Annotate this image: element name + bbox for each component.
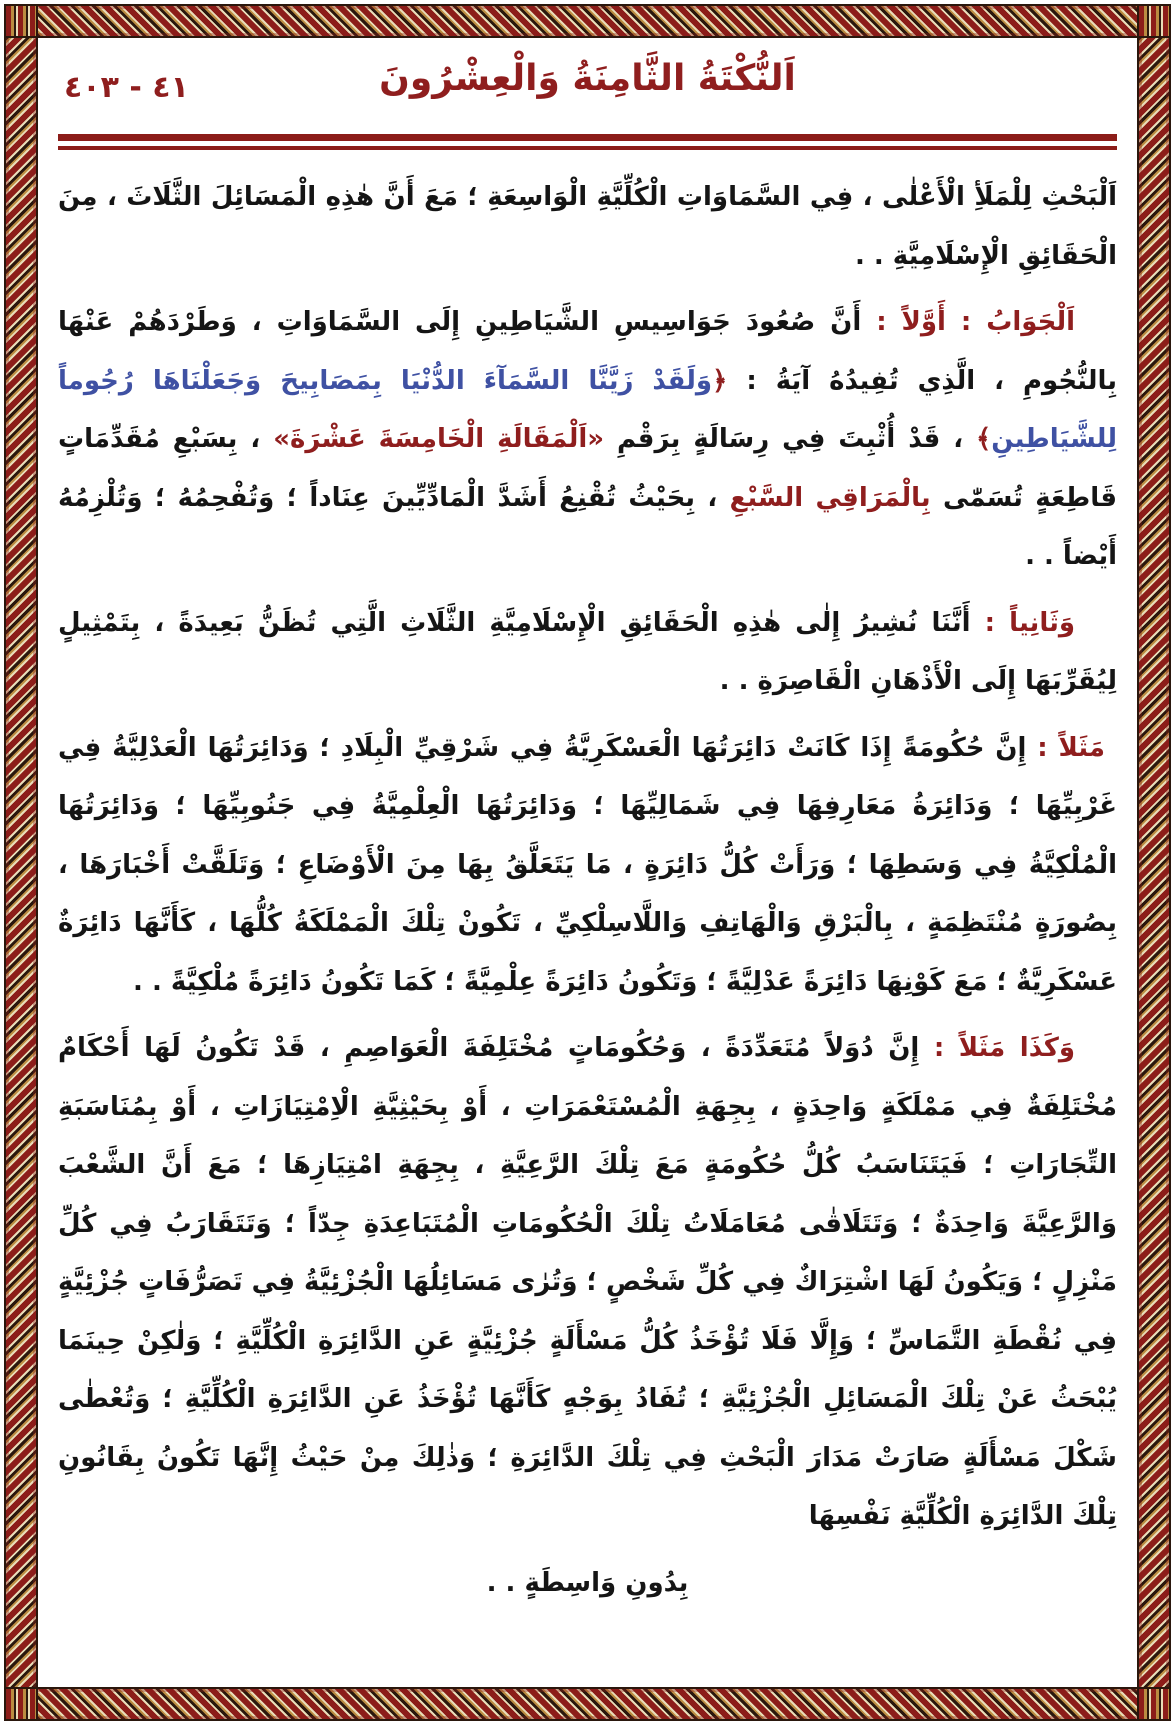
body-segment: اَلْبَحْثِ لِلْمَلَأِ الْأَعْلٰى ، فِي السَّمَاوَاتِ الْكُلِّيَّةِ الْوَاسِعَةِ ؛ مَعَ أَنَّ هٰذِهِ الْمَسَائِلَ الثَّلَاثَ ، مِنَ الْحَقَائِقِ الْإِسْلَامِيَّةِ . . [58,182,1117,271]
emphasis-red-text: ﴾ [976,424,992,454]
body-segment: أَنَّنَا نُشِيرُ إِلٰى هٰذِهِ الْحَقَائِقِ الْإِسْلَامِيَّةِ الثَّلَاثِ الَّتِي تُظَنُّ بَعِيدَةً ، بِتَمْثِيلٍ لِيُقَرِّبَهَا إِلَى الْأَذْهَانِ الْقَاصِرَةِ . . [58,607,1117,696]
ornamental-border-right [1137,4,1171,1721]
emphasis-red-text: وَكَذَا مَثَلاً : [919,1033,1075,1063]
body-segment: إِنَّ دُوَلاً مُتَعَدِّدَةً ، وَحُكُومَاتٍ مُخْتَلِفَةَ الْعَوَاصِمِ ، قَدْ تَكُونُ لَهَا أَحْكَامٌ مُخْتَلِفَةٌ فِي مَمْلَكَةٍ وَاحِدَةٍ ، بِجِهَةِ الْمُسْتَعْمَرَاتِ ، أَوْ بِحَيْثِيَّةِ الْاِمْتِيَازَاتِ ، أَوْ بِمُنَاسَبَةِ التِّجَارَاتِ ؛ فَيَتَنَاسَبُ كُلُّ حُكُومَةٍ مَعَ تِلْكَ الرَّعِيَّةِ ، بِجِهَةِ امْتِيَازِهَا ؛ مَعَ أَنَّ الشَّعْبَ وَالرَّعِيَّةَ وَاحِدَةٌ ؛ وَتَتَلَاقٰى مُعَامَلَاتُ تِلْكَ الْحُكُومَاتِ الْمُتَبَاعِدَةِ جِدّاً ؛ وَتَتَقَارَبُ فِي كُلِّ مَنْزِلٍ ؛ وَيَكُونُ لَهَا اشْتِرَاكٌ فِي كُلِّ شَخْصٍ ؛ وَتُرٰى مَسَائِلُهَا الْجُزْئِيَّةُ فِي تَصَرُّفَاتٍ جُزْئِيَّةٍ فِي نُقْطَةِ التَّمَاسِّ ؛ وَإِلَّا فَلَا تُؤْخَذُ كُلُّ مَسْأَلَةٍ جُزْئِيَّةٍ عَنِ الدَّائِرَةِ الْكُلِّيَّةِ ؛ وَلٰكِنْ حِينَمَا يُبْحَثُ عَنْ تِلْكَ الْمَسَائِلِ الْجُزْئِيَّةِ ؛ تُفَادُ بِوَجْهٍ كَأَنَّهَا تُؤْخَذُ عَنِ الدَّائِرَةِ الْكُلِّيَّةِ ؛ وَتُعْطٰى شَكْلَ مَسْأَلَةٍ صَارَتْ مَدَارَ الْبَحْثِ فِي تِلْكَ الدَّائِرَةِ ؛ وَذٰلِكَ مِنْ حَيْثُ إِنَّهَا تَكُونُ بِقَانُونِ تِلْكَ الدَّائِرَةِ الْكُلِّيَّةِ نَفْسِهَا [58,1033,1117,1531]
border-corner-bottom-left [4,1687,38,1721]
page-content [38,38,1137,1687]
border-corner-top-right [1137,4,1171,38]
paragraph-final-line [58,1554,1117,1613]
body-text [58,168,1117,1612]
emphasis-red-text: بِالْمَرَاقِي السَّبْعِ [729,482,931,513]
body-segment: أَنَّ صُعُودَ جَوَاسِيسِ الشَّيَاطِينِ إِلَى السَّمَاوَاتِ ، وَطَرْدَهُمْ عَنْهَا بِالنُّجُومِ ، الَّذِي تُفِيدُهُ آيَةُ : [58,307,1117,396]
header-divider [58,134,1117,150]
ornamental-border-bottom [4,1687,1171,1721]
emphasis-red-text: ﴿ [712,365,728,396]
quran-verse: وَلَقَدْ زَيَّنَّا السَّمَآءَ الدُّنْيَا بِمَصَابِيحَ وَجَعَلْنَاهَا رُجُوماً لِلشَّيَاطِينِ [58,365,1117,454]
emphasis-red-text: وَثَانِياً : [970,607,1076,638]
ornamental-border-left [4,4,38,1721]
body-segment: بِدُونِ وَاسِطَةٍ . . [486,1567,689,1598]
divider-thin-line [58,146,1117,150]
border-corner-top-left [4,4,38,38]
body-segment: إِنَّ حُكُومَةً إِذَا كَانَتْ دَائِرَتُهَا الْعَسْكَرِيَّةُ فِي شَرْقِيِّ الْبِلَادِ ؛ وَدَائِرَتُهَا الْعَدْلِيَّةُ فِي غَرْبِيِّهَا ؛ وَدَائِرَةُ مَعَارِفِهَا فِي شَمَالِيِّهَا ؛ وَدَائِرَتُهَا الْعِلْمِيَّةُ فِي جَنُوبِيِّهَا ؛ وَدَائِرَتُهَا الْمُلْكِيَّةُ فِي وَسَطِهَا ؛ وَرَأَتْ كُلُّ دَائِرَةٍ ، مَا يَتَعَلَّقُ بِهَا مِنَ الْأَوْضَاعِ ؛ وَتَلَقَّتْ أَخْبَارَهَا ، بِصُورَةٍ مُنْتَظِمَةٍ ، بِالْبَرْقِ وَالْهَاتِفِ وَاللَّاسِلْكِيِّ ، تَكُونْ تِلْكَ الْمَمْلَكَةُ كُلُّهَا ، كَأَنَّهَا دَائِرَةٌ عَسْكَرِيَّةٌ ؛ مَعَ كَوْنِهَا دَائِرَةً عَدْلِيَّةً ؛ وَتَكُونُ دَائِرَةً عِلْمِيَّةً ؛ كَمَا تَكُونُ دَائِرَةً مُلْكِيَّةً . . [58,732,1117,997]
paragraph [58,719,1117,1012]
border-corner-bottom-right [1137,1687,1171,1721]
page-header [58,56,1117,122]
paragraph [58,293,1117,586]
body-segment: ، بِسَبْعِ مُقَدِّمَاتٍ قَاطِعَةٍ تُسَمّٰى [58,424,1118,513]
divider-thick-line [58,134,1117,141]
body-segment: ، بِحَيْثُ تُقْنِعُ أَشَدَّ الْمَادِّيِّينَ عِنَاداً ؛ وَتُفْحِمُهُ ؛ وَتُلْزِمُهُ أَيْضاً . . [58,482,1117,571]
emphasis-red-text: «اَلْمَقَالَةِ الْخَامِسَةَ عَشْرَةَ» [273,424,605,454]
ornamental-border-top [4,4,1171,38]
body-segment: ، قَدْ أُثْبِتَ فِي رِسَالَةٍ بِرَقْمِ [604,424,977,454]
paragraph [58,594,1117,711]
emphasis-red-text: اَلْجَوَابُ : أَوَّلاً : [861,307,1075,337]
page-number: ٤١ - ٤٠٣ [64,70,189,105]
paragraph [58,168,1117,285]
paragraph [58,1019,1117,1546]
page-title: اَلنُّكْتَةُ الثَّامِنَةُ وَالْعِشْرُونَ [379,58,796,99]
emphasis-red-text: مَثَلاً : [1026,732,1106,763]
